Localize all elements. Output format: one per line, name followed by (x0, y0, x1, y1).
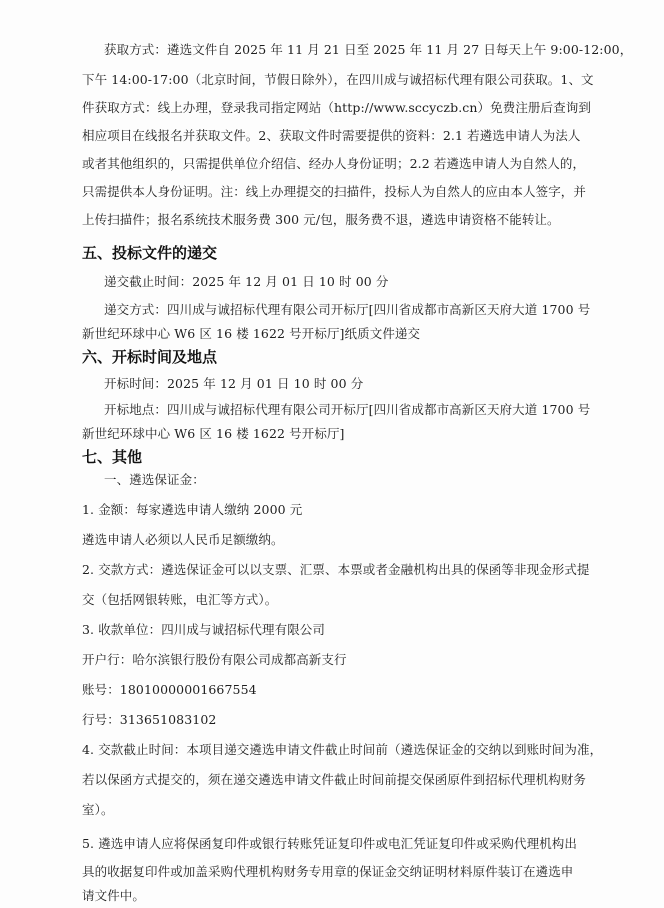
section-heading-6: 六、开标时间及地点 (82, 348, 218, 366)
binding-requirement-end: 请文件中。 (82, 888, 146, 903)
bank-name: 开户行：哈尔滨银行股份有限公司成都高新支行 (82, 652, 347, 667)
deposit-amount: 1. 金额：每家遴选申请人缴纳 2000 元 (82, 502, 303, 517)
payment-deadline-end: 室）。 (82, 802, 114, 817)
payee: 3. 收款单位：四川成与诚招标代理有限公司 (82, 622, 326, 637)
paragraph-line: 只需提供本人身份证明。注：线上办理提交的扫描件，投标人为自然人的应由本人签字，并 (82, 184, 587, 199)
paragraph-line: 上传扫描件；报名系统技术服务费 300 元/包，服务费不退，遴选申请资格不能转让。 (82, 212, 560, 227)
submission-method: 递交方式：四川成与诚招标代理有限公司开标厅[四川省成都市高新区天府大道 1700 号 (104, 302, 591, 317)
section-heading-7: 七、其他 (82, 448, 143, 466)
payment-deadline: 4. 交款截止时间：本项目递交遴选申请文件截止时间前（遴选保证金的交纳以到账时间为准， (82, 742, 603, 757)
deposit-subheading: 一、遴选保证金： (104, 472, 205, 487)
payment-deadline-cont: 若以保函方式提交的，须在递交遴选申请文件截止时间前提交保函原件到招标代理机构财务 (82, 772, 587, 787)
opening-place-cont: 新世纪环球中心 W6 区 16 楼 1622 号开标厅] (82, 426, 345, 441)
bank-code: 行号：313651083102 (82, 712, 217, 727)
opening-time: 开标时间：2025 年 12 月 01 日 10 时 00 分 (104, 376, 364, 391)
paragraph-line: 获取方式：遴选文件自 2025 年 11 月 21 日至 2025 年 11 月 27 日每天上午 9:00-12:00， (104, 42, 633, 57)
deposit-amount-note: 遴选申请人必须以人民币足额缴纳。 (82, 532, 284, 547)
account-number: 账号：18010000001667554 (82, 682, 257, 697)
opening-place: 开标地点：四川成与诚招标代理有限公司开标厅[四川省成都市高新区天府大道 1700 号 (104, 402, 591, 417)
paragraph-line: 相应项目在线报名并获取文件。2、获取文件时需要提供的资料：2.1 若遴选申请人为法人 (82, 128, 581, 143)
paragraph-line: 或者其他组织的，只需提供单位介绍信、经办人身份证明；2.2 若遴选申请人为自然人的， (82, 156, 586, 171)
payment-method: 2. 交款方式：遴选保证金可以以支票、汇票、本票或者金融机构出具的保函等非现金形式提 (82, 562, 590, 577)
submission-method-cont: 新世纪环球中心 W6 区 16 楼 1622 号开标厅]纸质文件递交 (82, 326, 421, 341)
payment-method-cont: 交（包括网银转账，电汇等方式）。 (82, 592, 278, 607)
binding-requirement: 5. 遴选申请人应将保函复印件或银行转账凭证复印件或电汇凭证复印件或采购代理机构出 (82, 836, 578, 851)
paragraph-line: 件获取方式：线上办理，登录我司指定网站（http://www.sccyczb.cn）免费注册后查询到 (82, 100, 591, 115)
binding-requirement-cont: 具的收据复印件或加盖采购代理机构财务专用章的保证金交纳证明材料原件装订在遴选申 (82, 864, 574, 879)
submission-deadline: 递交截止时间：2025 年 12 月 01 日 10 时 00 分 (104, 274, 389, 289)
paragraph-line: 下午 14:00-17:00（北京时间，节假日除外），在四川成与诚招标代理有限公司获取。1、文 (82, 72, 594, 87)
section-heading-5: 五、投标文件的递交 (82, 244, 218, 262)
